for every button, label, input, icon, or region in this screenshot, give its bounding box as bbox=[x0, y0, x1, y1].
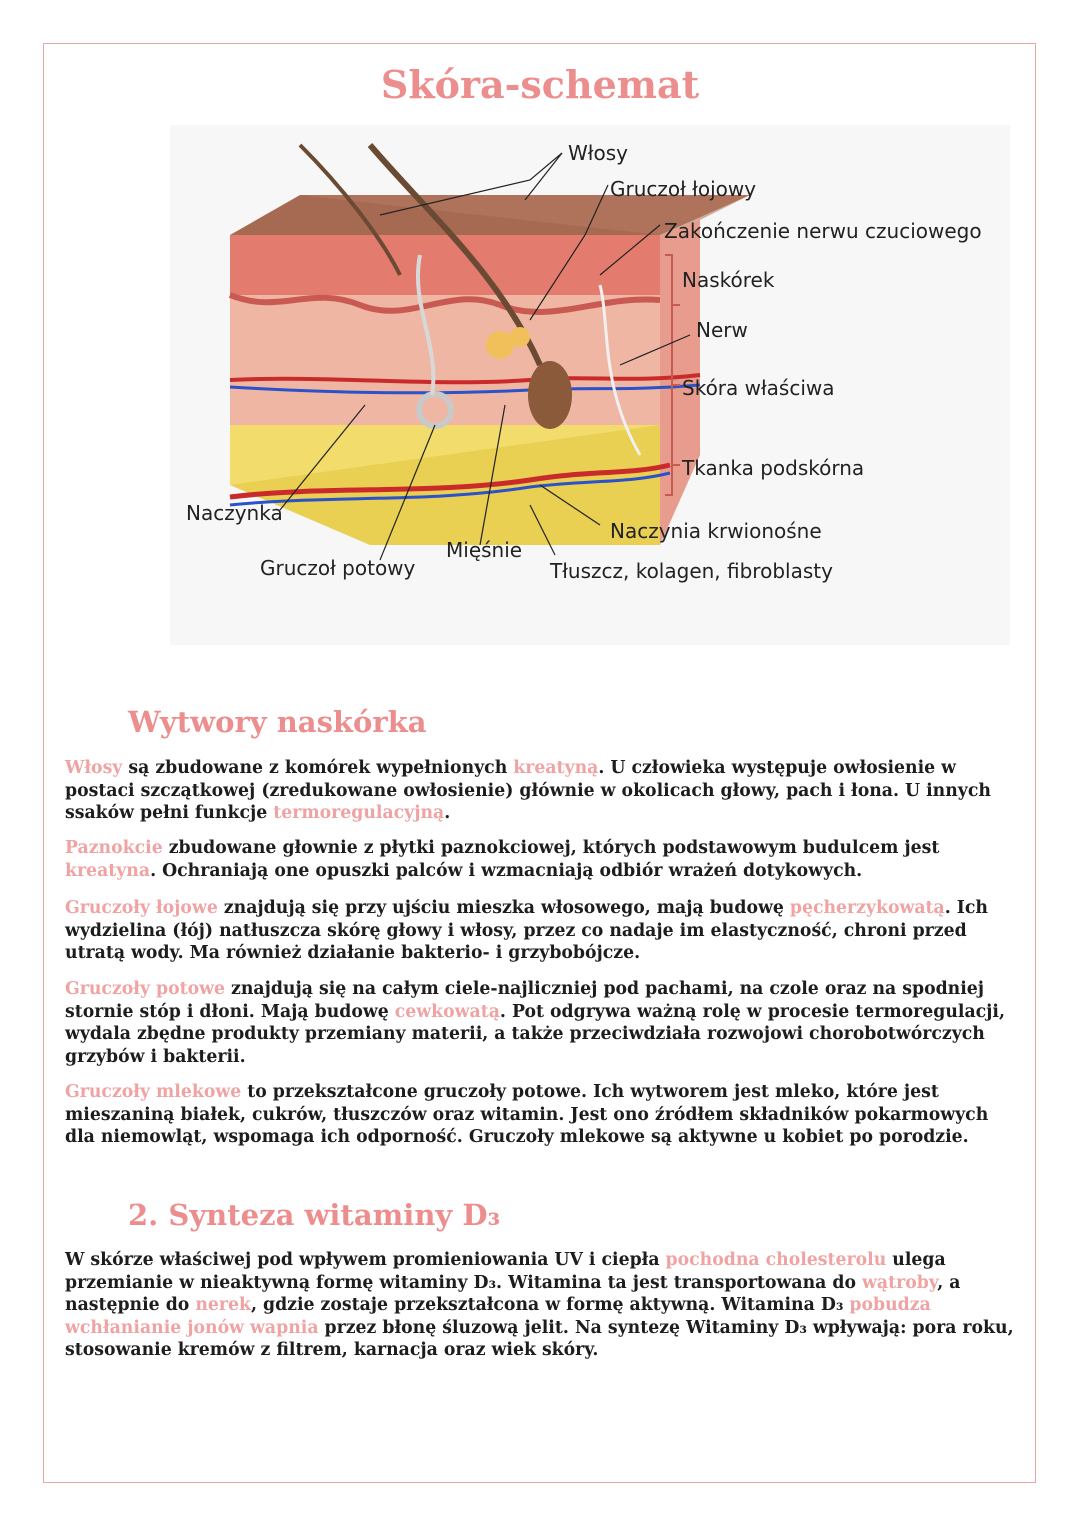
term-kreatyna: kreatyna bbox=[65, 860, 151, 881]
paragraph-gruczoly-potowe bbox=[65, 978, 1020, 1068]
paragraph-paznokcie bbox=[65, 837, 1020, 882]
skin-diagram bbox=[170, 125, 1010, 645]
term-paznokcie: Paznokcie bbox=[65, 838, 163, 858]
term-gruczoly-potowe: Gruczoły potowe bbox=[65, 979, 225, 999]
term-pobudza-wchlanianie: pobudza wchłanianie jonów wapnia bbox=[65, 1295, 931, 1338]
text: . Ochraniają one opuszki palców i wzmacniają odbiór wrażeń dotykowych. bbox=[150, 860, 863, 881]
text: , gdzie zostaje przekształcona w formę aktywną. Witamina D₃ bbox=[250, 1295, 850, 1315]
term-wlosy: Włosy bbox=[65, 758, 123, 778]
text: ulega przemianie w nieaktywną formę witaminy D₃. Witamina ta jest transportowana do bbox=[65, 1250, 946, 1293]
page-title: Skóra-schemat bbox=[380, 62, 700, 107]
term-cewkowata: cewkowatą bbox=[394, 1001, 500, 1022]
term-kreatyna: kreatyną bbox=[513, 758, 599, 778]
section-heading-synteza: 2. Synteza witaminy D₃ bbox=[128, 1198, 501, 1232]
label-wlosy: Włosy bbox=[568, 141, 628, 165]
text: znajdują się przy ujściu mieszka włosowego, mają budowę bbox=[217, 898, 790, 918]
text: . Pot odgrywa ważną rolę w procesie termoregulacji, wydala zbędne produkty przemiany materii, a także przeciwdziała rozwojowi chorobotwórczych grzybów i bakterii. bbox=[65, 1001, 1006, 1067]
term-gruczoly-lojowe: Gruczoły łojowe bbox=[65, 898, 218, 918]
text: . Ich wydzielina (łój) natłuszcza skórę głowy i włosy, przez co nadaje im elastyczność, chroni przed utratą wody. Ma również działanie bakterio- i grzybobójcze. bbox=[65, 898, 988, 963]
paragraph-synteza bbox=[65, 1249, 1020, 1362]
text: to przekształcone gruczoły potowe. Ich wytworem jest mleko, które jest mieszaniną białek, cukrów, tłuszczów oraz witamin. Jest ono źródłem składników pokarmowych dla niemowląt, wspomaga ich odporność. Gruczoły mlekowe są aktywne u kobiet po porodzie. bbox=[65, 1082, 989, 1147]
term-pochodna-cholesterolu: pochodna cholesterolu bbox=[665, 1250, 887, 1270]
paragraph-gruczoly-lojowe bbox=[65, 897, 1020, 965]
term-watroby: wątroby bbox=[862, 1272, 938, 1293]
label-nerw: Nerw bbox=[696, 318, 748, 342]
text: . bbox=[444, 803, 451, 823]
paragraph-wlosy bbox=[65, 757, 1020, 825]
label-naskorek: Naskórek bbox=[682, 268, 775, 292]
text: . U człowieka występuje owłosienie w postaci szczątkowej (zredukowane owłosienie) głównie w okolicach głowy, pach i łona. U innych ssaków pełni funkcje bbox=[65, 758, 991, 823]
label-gruczol-potowy: Gruczoł potowy bbox=[260, 556, 416, 580]
text: W skórze właściwej pod wpływem promieniowania UV i ciepła bbox=[65, 1250, 666, 1270]
text: są zbudowane z komórek wypełnionych bbox=[122, 758, 514, 778]
section-heading-wytwory: Wytwory naskórka bbox=[128, 705, 427, 739]
term-nerek: nerek bbox=[195, 1295, 251, 1315]
label-naczynia-krwionosne: Naczynia krwionośne bbox=[610, 519, 822, 543]
term-termoregulacyjna: termoregulacyjną bbox=[273, 803, 445, 823]
text: przez błonę śluzową jelit. Na syntezę Witaminy D₃ wpływają: pora roku, stosowanie kremów z filtrem, karnacja oraz wiek skóry. bbox=[65, 1317, 1014, 1360]
label-tluszcz: Tłuszcz, kolagen, fibroblasty bbox=[550, 559, 833, 583]
label-zakonczenie-nerwu: Zakończenie nerwu czuciowego bbox=[664, 219, 982, 243]
text: znajdują się na całym ciele-najliczniej pod pachami, na czole oraz na spodniej stornie stóp i dłoni. Mają budowę bbox=[65, 979, 985, 1022]
label-miesnie: Mięśnie bbox=[446, 538, 523, 562]
term-pecherzykowata: pęcherzykowatą bbox=[789, 898, 945, 918]
skin-cross-section-illustration bbox=[170, 125, 1010, 645]
paragraph-gruczoly-mlekowe bbox=[65, 1081, 1020, 1149]
label-naczynka: Naczynka bbox=[186, 501, 283, 525]
label-skora-wlasciwa: Skóra właściwa bbox=[682, 376, 835, 400]
text: zbudowane głownie z płytki paznokciowej, których podstawowym budulcem jest bbox=[162, 838, 940, 858]
term-gruczoly-mlekowe: Gruczoły mlekowe bbox=[65, 1082, 242, 1102]
label-tkanka-podskorna: Tkanka podskórna bbox=[682, 456, 865, 480]
text: , a następnie do bbox=[65, 1272, 961, 1315]
label-gruczol-lojowy: Gruczoł łojowy bbox=[610, 177, 757, 201]
